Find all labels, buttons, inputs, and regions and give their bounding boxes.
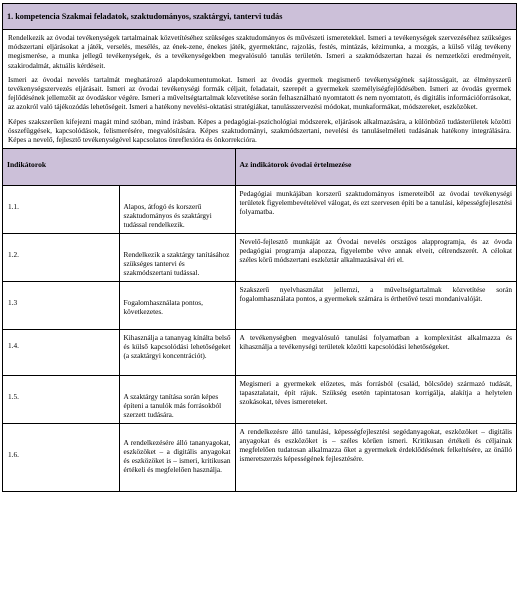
row-number: 1.2.	[3, 233, 119, 281]
table-row	[3, 185, 516, 233]
competency-description	[3, 30, 516, 149]
table-header-row	[3, 149, 516, 185]
row-indicator: A szaktárgy tanítása során képes építeni a tanulók más forrásokból szerzett tudására.	[119, 375, 235, 423]
intro-paragraph-2: Ismeri az óvodai nevelés tartalmát meghatározó alapdokumentumokat. Ismeri az óvodás gyermek megismerő tevékenységének sajátosságait, az élményszerű tevékenységszervezés eljárásait. Ismeri az óvodai tevékenységi formák céljait, feladatait, szerepét a gyermekek személyiségfejlődésében. Ismeri az óvodás gyermek fejlődésének jellemzőit az óvodáskor végére. Ismeri a műveltségtartalmak közvetítése során felhasználható nyomtatott és nem nyomtatott, és digitális információforrásokat, az azokról való tájékozódás lehetőségeit. Ismeri a hatékony nevelési-oktatási stratégiákat, tanulásszervezési módokat, munkaformákat, módszereket, eszközöket.	[8, 74, 511, 112]
row-indicator: Alapos, átfogó és korszerű szaktudományos és szaktárgyi tudással rendelkezik.	[119, 185, 235, 233]
row-number: 1.5.	[3, 375, 119, 423]
intro-paragraph-3: Képes szakszerűen kifejezni magát mind szóban, mind írásban. Képes a pedagógiai-pszichológiai módszerek, eljárások alkalmazására, a különböző tudásterületek közötti összefüggések, kapcsolódások, felismerésére, megvalósítására. Képes szaktudományi, szakmódszertani, nevelési és tanuláselméleti tudásának hatékony integrálására. Képes a nevelő, fejlesztő tevékenységével kapcsolatos önreflexióra és önkorrekcióra.	[8, 116, 511, 145]
row-number: 1.1.	[3, 185, 119, 233]
row-interpretation: Pedagógiai munkájában korszerű szaktudományos ismereteiből az óvodai tevékenységi területek figyelembevételével válogat, és ezt szervesen építi be a tanulási, képességfejlesztési folyamatba.	[235, 185, 516, 233]
competency-title: 1. kompetencia Szakmai feladatok, szaktudományos, szaktárgyi, tantervi tudás	[3, 4, 516, 30]
indicators-table	[3, 149, 516, 491]
row-indicator: Kihasználja a tananyag kínálta belső és külső kapcsolódási lehetőségeket (a szaktárgyi koncentrációt).	[119, 329, 235, 375]
row-indicator: Rendelkezik a szaktárgy tanításához szükséges tantervi és szakmódszertani tudással.	[119, 233, 235, 281]
table-row	[3, 281, 516, 329]
row-indicator: Fogalomhasználata pontos, következetes.	[119, 281, 235, 329]
header-interpretation: Az indikátorok óvodai értelmezése	[235, 149, 516, 185]
table-row	[3, 423, 516, 491]
row-interpretation: Nevelő-fejlesztő munkáját az Óvodai nevelés országos alapprogramja, és az óvoda pedagógiai programja alapozza, figyelembe véve annak elveit, célrendszerét. A célokat széles körű módszertani eszköztár alkalmazásával éri el.	[235, 233, 516, 281]
table-row	[3, 233, 516, 281]
table-row	[3, 375, 516, 423]
competency-document	[2, 3, 517, 492]
row-number: 1.3	[3, 281, 119, 329]
row-interpretation: Megismeri a gyermekek előzetes, más forrásból (család, bölcsőde) származó tudását, tapasztalatait, épít rájuk. Szükség esetén tapintatosan korrigálja, alakítja a helytelen szokásokat, téves ismereteket.	[235, 375, 516, 423]
row-indicator: A rendelkezésére álló tananyagokat, eszközöket – a digitális anyagokat és eszközöket is – ismeri, kritikusan értékeli és megfelelően használja.	[119, 423, 235, 491]
header-indicators: Indikátorok	[3, 149, 235, 185]
row-interpretation: A rendelkezésre álló tanulási, képességfejlesztési segédanyagokat, eszközöket – digitális anyagokat és eszközöket is – széles körűen ismeri. Kritikusan értékeli és céljainak megfelelően tudatosan alkalmazza őket a gyermekek érdeklődésének felkeltésére, az önálló ismeretszerzés képességének fejlesztésére.	[235, 423, 516, 491]
row-number: 1.6.	[3, 423, 119, 491]
table-row	[3, 329, 516, 375]
row-number: 1.4.	[3, 329, 119, 375]
intro-paragraph-1: Rendelkezik az óvodai tevékenységek tartalmainak közvetítéséhez szükséges szaktudományos és művészeti ismeretekkel. Ismeri a tevékenységek szervezéséhez szükséges módszertani eljárásokat a játék, verselés, mesélés, az ének-zene, énekes játék, gyermektánc, rajzolás, festés, mintázás, kézimunka, a mozgás, a külső világ tevékeny megismerése, a munka jellegű tevékenységek, és a tevékenységekben megvalósuló tanulás területén. Ismeri a szakmódszertan hazai és nemzetközi eredményeit, szakirodalmát, aktuális kérdéseit.	[8, 33, 511, 70]
row-interpretation: A tevékenységben megvalósuló tanulási folyamatban a komplexitást alkalmazza és kihasználja a tevékenységi területek közötti kapcsolódási lehetőségeket.	[235, 329, 516, 375]
row-interpretation: Szakszerű nyelvhasználat jellemzi, a műveltségtartalmak közvetítése során fogalomhasználata pontos, a gyermekek számára is érthetővé teszi mondanivalóját.	[235, 281, 516, 329]
